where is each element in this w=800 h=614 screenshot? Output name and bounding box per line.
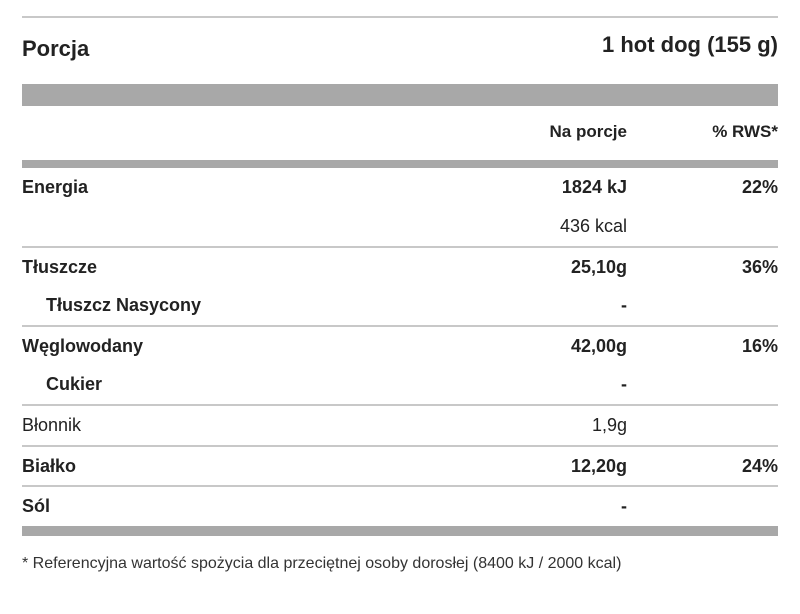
nutrient-rws: 16% (741, 336, 778, 356)
nutrient-name: Cukier (46, 374, 103, 394)
nutrient-name: Sól (22, 496, 51, 516)
row-protein (22, 447, 778, 487)
footer-bar (22, 526, 778, 536)
nutrient-name: Tłuszcz Nasycony (46, 295, 202, 315)
nutrient-value: - (621, 374, 627, 394)
row-fat (22, 248, 778, 288)
nutrient-name: Energia (22, 177, 89, 197)
footnote: * Referencyjna wartość spożycia dla przeciętnej osoby dorosłej (8400 kJ / 2000 kcal) (22, 555, 622, 572)
row-energy (22, 168, 778, 208)
header-bar (22, 84, 778, 106)
nutrient-rws: 22% (741, 177, 778, 197)
serving-row (22, 18, 778, 80)
row-salt (22, 487, 778, 527)
nutrient-name: Białko (22, 456, 77, 476)
row-carbohydrates (22, 327, 778, 367)
nutrient-value: 1824 kJ (561, 177, 627, 197)
serving-label: Porcja (22, 36, 90, 61)
serving-value: 1 hot dog (155 g) (602, 32, 778, 57)
nutrient-name: Węglowodany (22, 336, 143, 356)
nutrient-name: Tłuszcze (22, 257, 98, 277)
nutrient-value: 436 kcal (559, 216, 627, 236)
column-header-per-portion: Na porcje (549, 122, 627, 141)
nutrient-value: 42,00g (570, 336, 627, 356)
nutrient-rws: 24% (741, 456, 778, 476)
nutrient-value: 25,10g (570, 257, 627, 277)
nutrition-table (22, 0, 778, 614)
row-sugar (22, 365, 778, 405)
column-header-rws: % RWS* (712, 122, 778, 141)
nutrient-value: 12,20g (570, 456, 627, 476)
row-saturated-fat (22, 286, 778, 326)
row-energy-kcal (22, 207, 778, 247)
row-fiber (22, 406, 778, 446)
nutrient-value: - (621, 496, 627, 516)
nutrient-name: Błonnik (22, 415, 82, 435)
nutrient-rws: 36% (741, 257, 778, 277)
nutrient-value: 1,9g (591, 415, 627, 435)
column-header-bar (22, 160, 778, 168)
nutrient-value: - (621, 295, 627, 315)
